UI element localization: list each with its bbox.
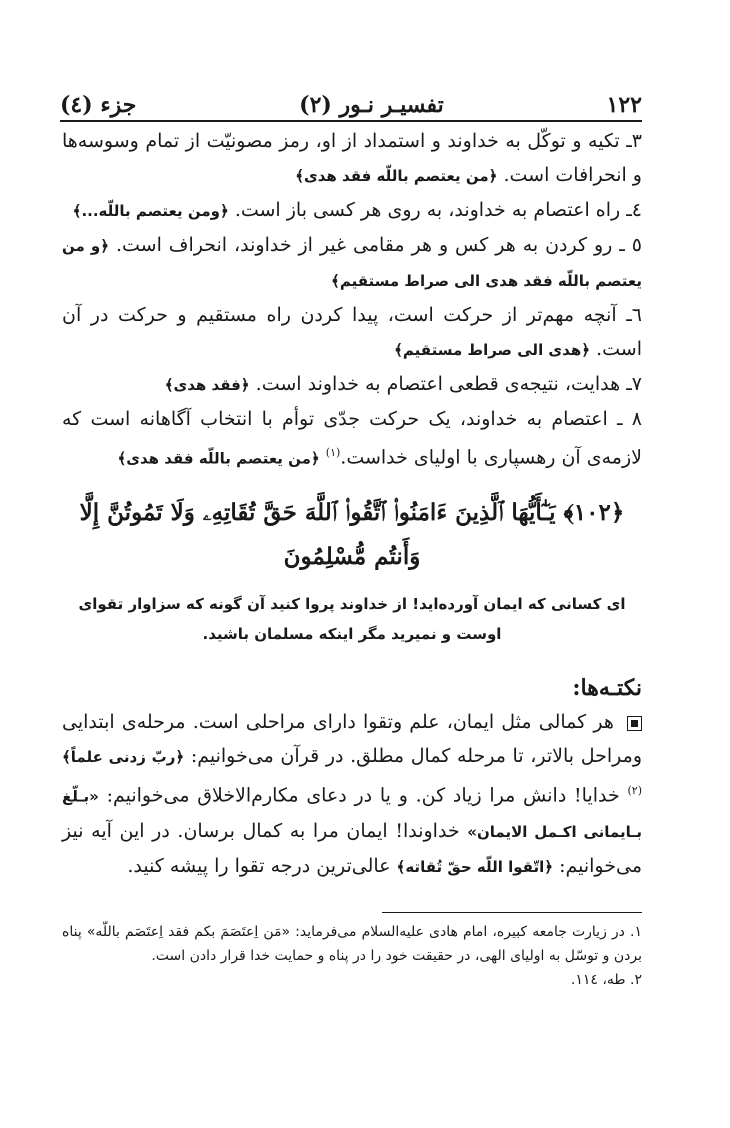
point-text: ٥ ـ رو کردن به هر کس و هر مقامی غیر از خداوند، انحراف است. xyxy=(115,234,642,256)
point-quote: ﴿و من یعتصم باللّه فقد هدی الی صراط مستقیم﴾ xyxy=(62,237,642,290)
note-paragraph xyxy=(62,705,642,883)
verse-translation: ای کسانی که ایمان آورده‌اید! از خداوند پروا کنید آن گونه که سزاوار تقوای اوست و نمیرید مگر اینکه مسلمان باشید. xyxy=(78,595,626,644)
verse-number: ﴿١٠٢﴾ xyxy=(563,499,625,527)
point-3 xyxy=(62,124,642,193)
point-text: ٨ ـ اعتصام به خداوند، یک حرکت جدّی توأم با انتخاب آگاهانه است که لازمه‌ی آن رهسپاری با اولیای خداست. xyxy=(62,408,642,469)
footnote-ref: (١) xyxy=(325,446,341,459)
point-6 xyxy=(62,298,642,367)
note-quote-1: ﴿ربّ زدنی علماً﴾ xyxy=(62,748,185,767)
footnote-ref: (٢) xyxy=(627,784,642,798)
running-header xyxy=(60,82,642,118)
header-rule xyxy=(60,120,642,122)
point-quote: ﴿فقد هدی﴾ xyxy=(164,376,250,394)
point-5 xyxy=(62,228,642,298)
point-text: ٦ـ آنچه مهم‌تر از حرکت است، پیدا کردن راه مستقیم و حرکت در آن است. xyxy=(62,304,642,360)
quran-verse xyxy=(62,491,642,579)
point-quote: ﴿من یعتصم باللّه فقد هدی﴾ xyxy=(117,449,320,468)
page-number: ١٢٢ xyxy=(606,92,642,118)
footnote-2: ٢. طه، ١١٤. xyxy=(570,972,642,988)
page-body xyxy=(62,124,642,884)
point-8 xyxy=(62,402,642,475)
verse-text: یَـٰٓأَیُّهَا ٱلَّذِینَ ءَامَنُوا۟ ٱتَّقُوا۟ ٱللَّهَ حَقَّ تُقَاتِهِۦ وَلَا تَمُوتُنَّ إِلَّا وَأَنتُم مُّسْلِمُونَ xyxy=(79,499,556,571)
footnote-rule xyxy=(382,912,642,913)
point-quote: ﴿هدی الی صراط مستقیم﴾ xyxy=(394,341,591,359)
note-text-1: هر کمالی مثل ایمان، علم وتقوا دارای مراحلی است. مرحله‌ی ابتدایی ومراحل بالاتر، تا مرحله کمال مطلق. در قرآن می‌خوانیم: xyxy=(62,711,642,768)
footnote-1: ١. در زیارت جامعه کبیره، امام هادی علیه‌السلام می‌فرماید: «مَن اِعتَصَمَ بکم فقد اِعتَصَم باللّه» پناه بردن و توسّل به اولیای الهی، در حقیقت خود را در پناه و حمایت خدا قرار دادن است. xyxy=(62,924,642,964)
note-text-2: خدایا! دانش مرا زیاد کن. و یا در دعای مکارم‌الاخلاق می‌خوانیم: xyxy=(106,784,620,807)
point-text: ٤ـ راه اعتصام به خداوند، به روی هر کسی باز است. xyxy=(234,199,642,221)
note-text-3: خداوندا! ایمان مرا به کمال برسان. در این آیه نیز می‌خوانیم: xyxy=(62,819,642,877)
notes-heading: نکتـه‌ها: xyxy=(572,675,642,702)
point-text: ٣ـ تکیه و توکّل به خداوند و استمداد از او، رمز مصونیّت از تمام وسوسه‌ها و انحرافات است. xyxy=(62,130,642,186)
note-quote-3: ﴿اتّقوا اللّه حقّ تُقاته﴾ xyxy=(396,857,554,876)
point-4 xyxy=(62,193,642,228)
point-quote: ﴿من یعتصم باللّه فقد هدی﴾ xyxy=(295,167,498,185)
part-label: جزء (٤) xyxy=(60,92,137,118)
square-bullet-icon xyxy=(627,716,642,731)
book-title: تفسیـر نـور (٢) xyxy=(299,92,444,118)
point-quote: ﴿ومن یعتصم باللّه...﴾ xyxy=(72,202,229,220)
footnotes xyxy=(62,920,642,992)
point-7 xyxy=(62,367,642,402)
note-quote-2: «بـلّغ بـایمانی اکـمل الایمان» xyxy=(62,787,642,841)
note-text-4: عالی‌ترین درجه تقوا را پیشه کنید. xyxy=(127,854,391,877)
point-text: ٧ـ هدایت، نتیجه‌ی قطعی اعتصام به خداوند است. xyxy=(255,373,642,395)
